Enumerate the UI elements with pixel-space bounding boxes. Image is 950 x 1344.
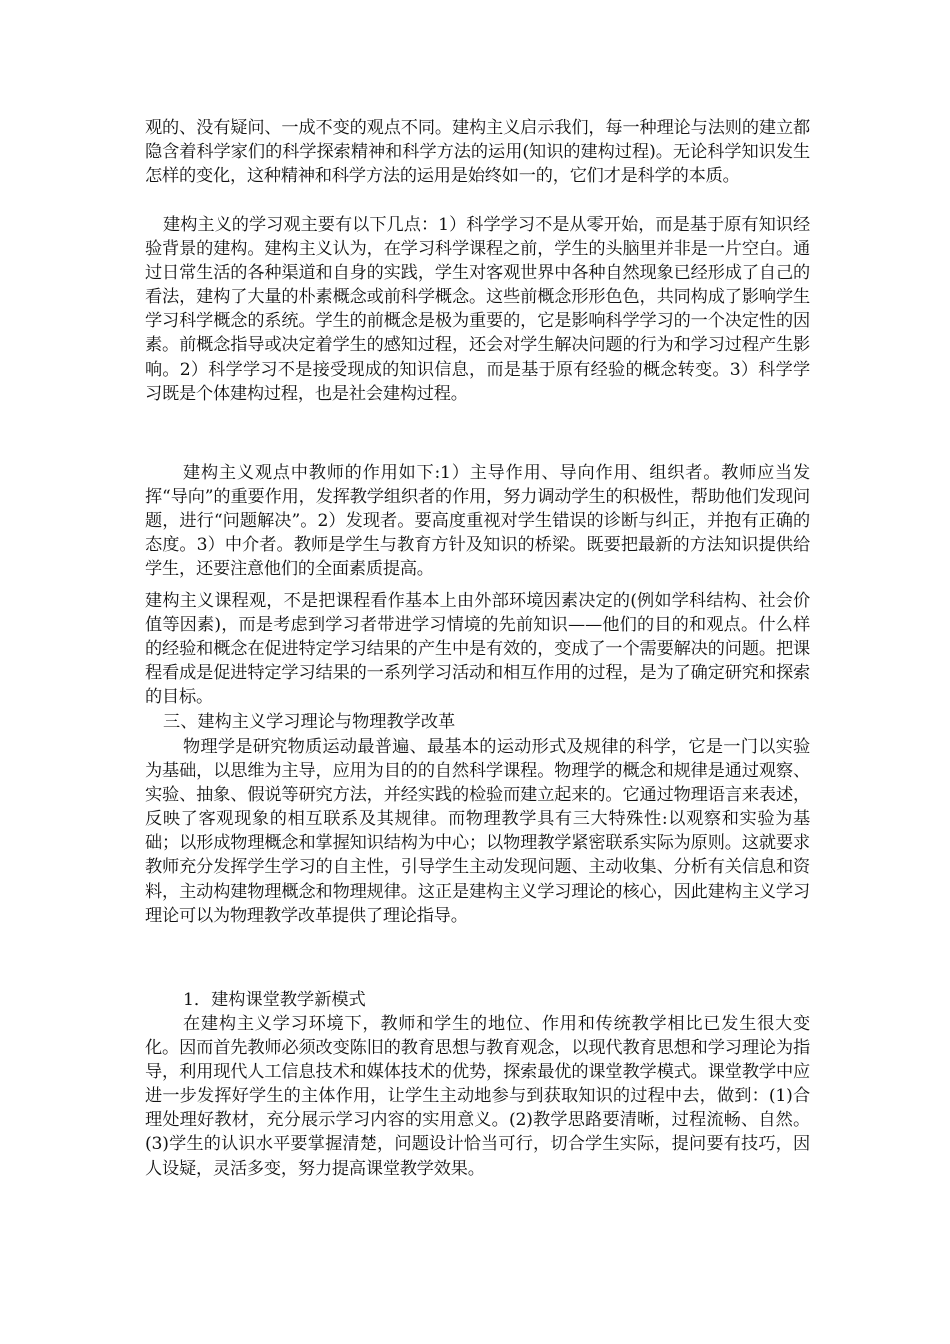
paragraph-teacher-role — [145, 461, 810, 581]
paragraph-classroom-model — [145, 1012, 810, 1181]
paragraph-text: 在建构主义学习环境下，教师和学生的地位、作用和传统教学相比已发生很大变化。因而首先教师必须改变陈旧的教育思想与教育观念，以现代教育思想和学习理论为指导，利用现代人工信息技术和媒体技术的优势，探索最优的课堂教学模式。课堂教学中应进一步发挥好学生的主体作用，让学生主动地参与到获取知识的过程中去，做到：(1)合理处理好教材，充分展示学习内容的实用意义。(2)教学思路要清晰，过程流畅、自然。(3)学生的认识水平要掌握清楚，问题设计恰当可行，切合学生实际，提问要有技巧，因人设疑，灵活多变，努力提高课堂教学效果。 — [145, 1014, 810, 1179]
paragraph-text: 建构主义课程观，不是把课程看作基本上由外部环境因素决定的(例如学科结构、社会价值等因素)，而是考虑到学习者带进学习情境的先前知识——他们的目的和观点。什么样的经验和概念在促进特定学习结果的产生中是有效的，变成了一个需要解决的问题。把课程看成是促进特定学习结果的一系列学习活动和相互作用的过程，是为了确定研究和探索的目标。 — [145, 591, 810, 708]
paragraph-curriculum-view — [145, 589, 810, 709]
subsection-heading-one: 1．建构课堂教学新模式 — [183, 990, 366, 1010]
paragraph-text: 建构主义的学习观主要有以下几点：1）科学学习不是从零开始，而是基于原有知识经验背景的建构。建构主义认为，在学习科学课程之前，学生的头脑里并非是一片空白。通过日常生活的各种渠道和自身的实践，学生对客观世界中各种自然现象已经形成了自己的看法，建构了大量的朴素概念或前科学概念。这些前概念形形色色，共同构成了影响学生学习科学概念的系统。学生的前概念是极为重要的，它是影响科学学习的一个决定性的因素。前概念指导或决定着学生的感知过程，还会对学生解决问题的行为和学习过程产生影响。2）科学学习不是接受现成的知识信息，而是基于原有经验的概念转变。3）科学学习既是个体建构过程，也是社会建构过程。 — [145, 215, 810, 404]
section-heading-three: 三、建构主义学习理论与物理教学改革 — [163, 712, 456, 732]
paragraph-physics-teaching — [145, 735, 810, 928]
paragraph-science-essence — [145, 116, 810, 188]
paragraph-learning-view — [145, 213, 810, 406]
paragraph-text: 物理学是研究物质运动最普遍、最基本的运动形式及规律的科学，它是一门以实验为基础，以思维为主导，应用为目的的自然科学课程。物理学的概念和规律是通过观察、实验、抽象、假说等研究方法，并经实践的检验而建立起来的。它通过物理语言来表述，反映了客观现象的相互联系及其规律。而物理教学具有三大特殊性:以观察和实验为基础；以形成物理概念和掌握知识结构为中心；以物理教学紧密联系实际为原则。这就要求教师充分发挥学生学习的自主性，引导学生主动发现问题、主动收集、分析有关信息和资料，主动构建物理概念和物理规律。这正是建构主义学习理论的核心，因此建构主义学习理论可以为物理教学改革提供了理论指导。 — [145, 737, 810, 926]
paragraph-text: 建构主义观点中教师的作用如下:1）主导作用、导向作用、组织者。教师应当发挥“导向”的重要作用，发挥教学组织者的作用，努力调动学生的积极性，帮助他们发现问题，进行“问题解决”。2）发现者。要高度重视对学生错误的诊断与纠正，并抱有正确的态度。3）中介者。教师是学生与教育方针及知识的桥梁。既要把最新的方法知识提供给学生，还要注意他们的全面素质提高。 — [145, 463, 810, 580]
paragraph-text: 观的、没有疑问、一成不变的观点不同。建构主义启示我们，每一种理论与法则的建立都隐含着科学家们的科学探索精神和科学方法的运用(知识的建构过程)。无论科学知识发生怎样的变化，这种精神和科学方法的运用是始终如一的，它们才是科学的本质。 — [145, 118, 810, 187]
